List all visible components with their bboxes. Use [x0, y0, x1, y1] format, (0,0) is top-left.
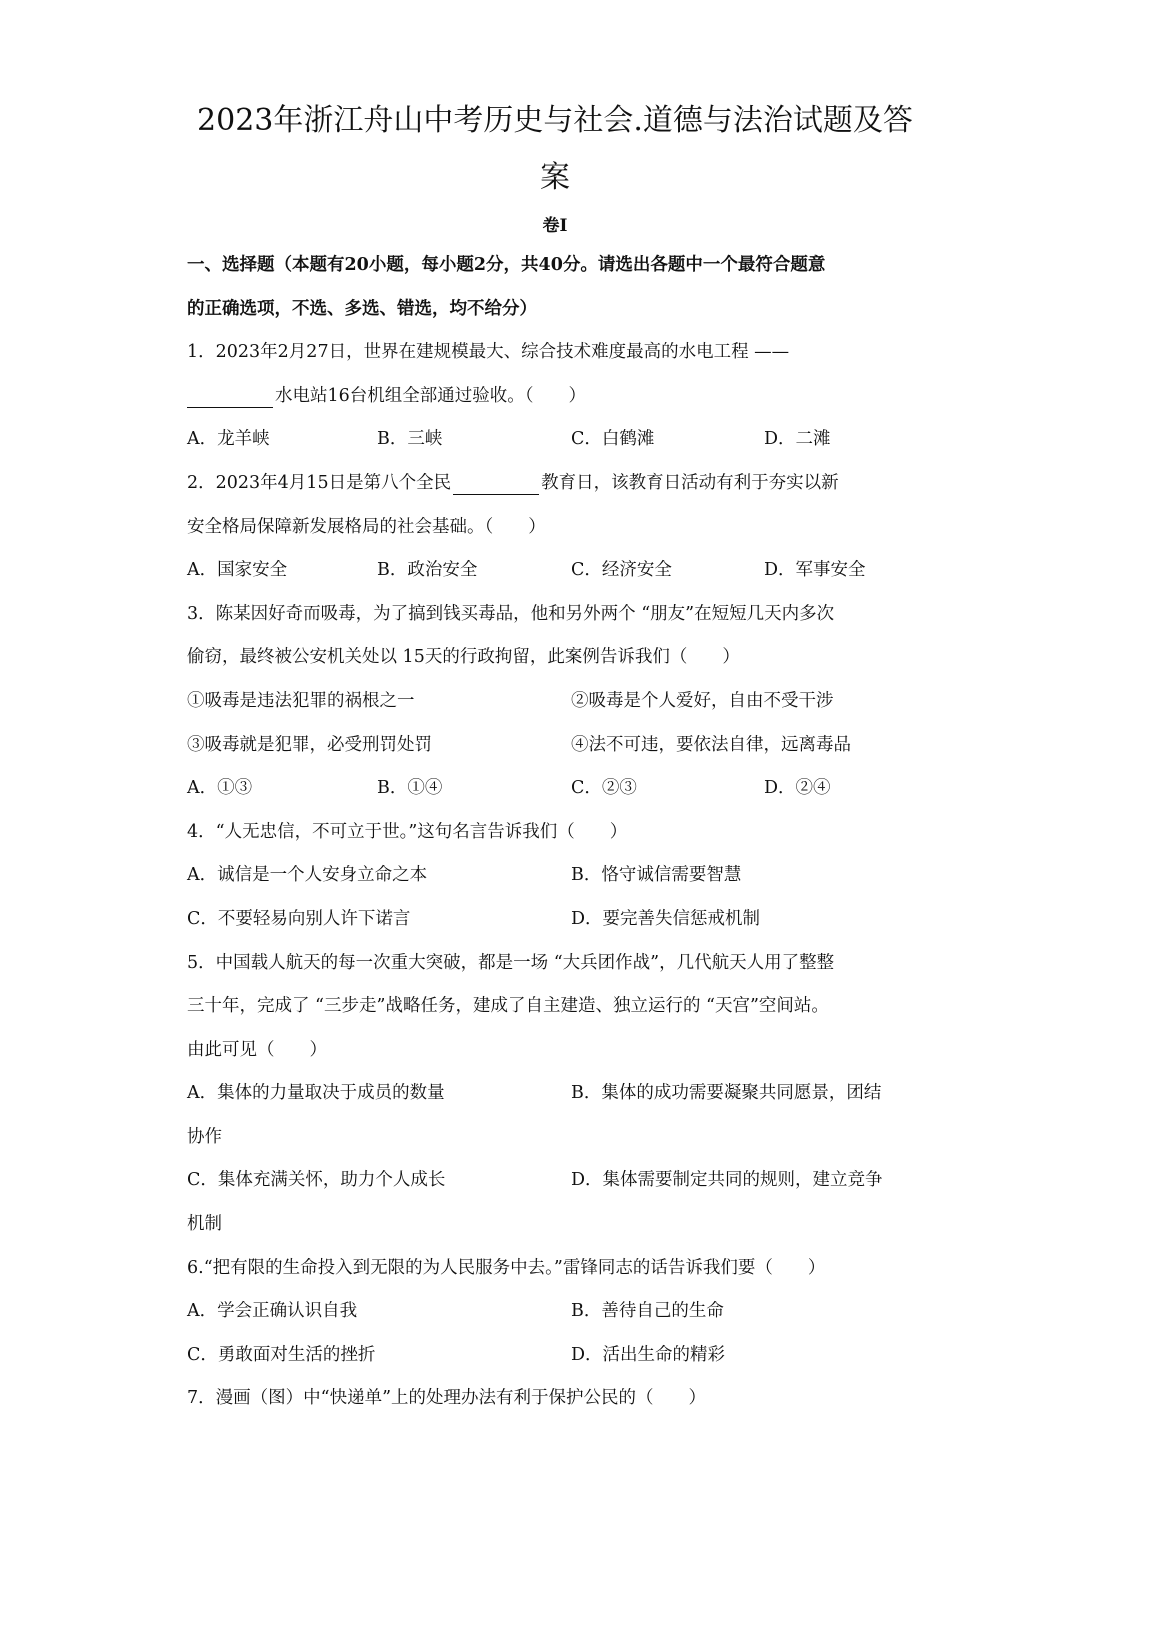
- option-a: A．龙羊峡: [187, 429, 270, 450]
- option-c: C．勇敢面对生活的挫折: [187, 1344, 376, 1365]
- question-6-options: [187, 1290, 927, 1334]
- question-4: 4．“人无忠信，不可立于世。”这句名言告诉我们（ ）: [187, 821, 628, 842]
- option-c: C．白鹤滩: [571, 429, 655, 450]
- question-3-cont: 偷窃，最终被公安机关处以 15天的行政拘留，此案例告诉我们（ ）: [187, 647, 740, 668]
- document-body: [187, 244, 927, 1421]
- answer-blank: [453, 472, 539, 495]
- question-1-options: [187, 418, 927, 462]
- question-5-options: [187, 1159, 927, 1203]
- option-b: B．政治安全: [377, 560, 478, 581]
- option-b: B．恪守诚信需要智慧: [571, 865, 742, 886]
- question-2: [187, 462, 927, 506]
- option-a: A．①③: [187, 778, 253, 799]
- section-instructions: 一、选择题（本题有20小题，每小题2分，共40分。请选出各题中一个最符合题意: [187, 255, 826, 275]
- question-5-cont: 由此可见（ ）: [187, 1039, 327, 1060]
- document-title-line2: 案: [540, 160, 570, 195]
- document-title-line1: 2023年浙江舟山中考历史与社会.道德与法治试题及答: [197, 103, 913, 138]
- option-d: D．集体需要制定共同的规则，建立竞争: [571, 1170, 883, 1191]
- question-2-cont: 安全格局保障新发展格局的社会基础。（ ）: [187, 516, 546, 537]
- option-a: A．学会正确认识自我: [187, 1301, 358, 1322]
- question-text: 水电站16台机组全部通过验收。（ ）: [275, 385, 587, 406]
- option-c: C．集体充满关怀，助力个人成长: [187, 1170, 446, 1191]
- option-a: A．集体的力量取决于成员的数量: [187, 1083, 445, 1104]
- question-5: 5．中国载人航天的每一次重大突破，都是一场 “大兵团作战”，几代航天人用了整整: [187, 952, 835, 973]
- question-3-statements: [187, 724, 927, 768]
- question-3: 3．陈某因好奇而吸毒，为了搞到钱买毒品，他和另外两个 “朋友”在短短几天内多次: [187, 603, 835, 624]
- answer-blank: [187, 385, 273, 408]
- statement-4: ④法不可违，要依法自律，远离毒品: [571, 734, 851, 755]
- option-a: A．国家安全: [187, 560, 288, 581]
- statement-3: ③吸毒就是犯罪，必受刑罚处罚: [187, 734, 432, 755]
- option-d: D．活出生命的精彩: [571, 1344, 726, 1365]
- question-6: 6.“把有限的生命投入到无限的为人民服务中去。”雷锋同志的话告诉我们要（ ）: [187, 1257, 826, 1278]
- option-b: B．善待自己的生命: [571, 1301, 724, 1322]
- question-4-options: [187, 898, 927, 942]
- option-d: D．要完善失信惩戒机制: [571, 908, 761, 929]
- option-d: D．二滩: [764, 429, 831, 450]
- question-7: 7．漫画（图）中“快递单”上的处理办法有利于保护公民的（ ）: [187, 1388, 707, 1409]
- option-b: B．①④: [377, 778, 443, 799]
- option-c: C．经济安全: [571, 560, 672, 581]
- option-c: C．不要轻易向别人许下诺言: [187, 908, 411, 929]
- question-6-options: [187, 1334, 927, 1378]
- question-text: 2．2023年4月15日是第八个全民: [187, 472, 452, 493]
- question-2-options: [187, 549, 927, 593]
- option-b: B．三峡: [377, 429, 443, 450]
- option-d: D．军事安全: [764, 560, 866, 581]
- statement-2: ②吸毒是个人爱好，自由不受干涉: [571, 690, 834, 711]
- question-3-statements: [187, 680, 927, 724]
- option-d-cont: 机制: [187, 1214, 222, 1235]
- question-1: 1．2023年2月27日，世界在建规模最大、综合技术难度最高的水电工程 ——: [187, 342, 790, 363]
- question-1-cont: [187, 375, 927, 419]
- option-b: B．集体的成功需要凝聚共同愿景，团结: [571, 1083, 882, 1104]
- question-5-options: [187, 1072, 927, 1116]
- volume-heading: 卷I: [542, 216, 568, 236]
- question-text: 教育日，该教育日活动有利于夯实以新: [541, 472, 839, 493]
- option-b-cont: 协作: [187, 1126, 222, 1147]
- statement-1: ①吸毒是违法犯罪的祸根之一: [187, 690, 415, 711]
- option-a: A．诚信是一个人安身立命之本: [187, 865, 428, 886]
- question-5-cont: 三十年，完成了 “三步走”战略任务，建成了自主建造、独立运行的 “天宫”空间站。: [187, 996, 829, 1017]
- section-instructions-cont: 的正确选项，不选、多选、错选，均不给分）: [187, 298, 537, 319]
- option-d: D．②④: [764, 778, 831, 799]
- question-3-options: [187, 767, 927, 811]
- question-4-options: [187, 854, 927, 898]
- option-c: C．②③: [571, 778, 637, 799]
